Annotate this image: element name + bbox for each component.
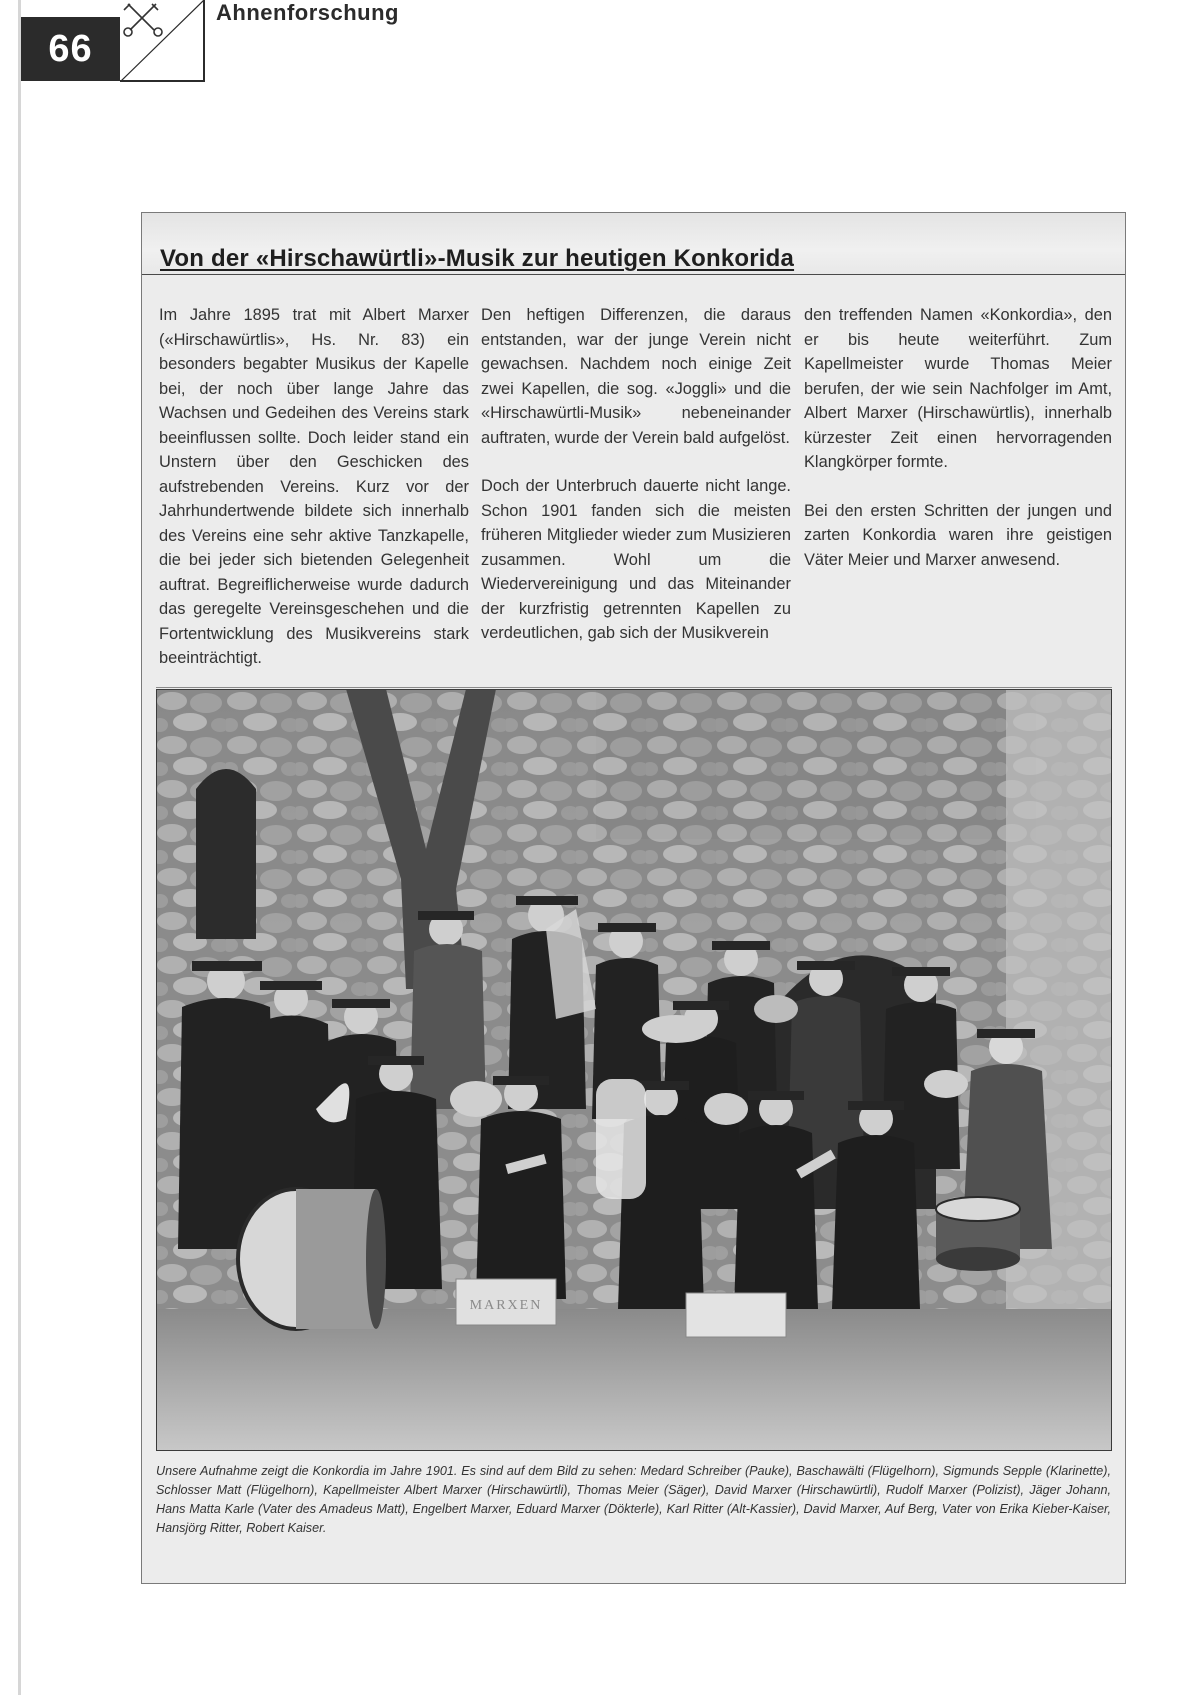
binding-edge — [18, 0, 21, 1695]
plaque-text: MARXEN — [469, 1298, 543, 1313]
page-number: 66 — [21, 17, 120, 81]
band-photo-drawing — [156, 689, 1112, 1451]
crossed-keys-emblem-icon — [120, 0, 204, 82]
title-rule — [142, 274, 1125, 275]
text-column-2 — [481, 303, 791, 670]
photo-caption: Unsere Aufnahme zeigt die Konkordia im Jahre 1901. Es sind auf dem Bild zu sehen: Medard Schreiber (Pauke), Baschawälti (Flügelhorn), Sigmunds Sepple (Klarinette), Schlosser Matt (Flügelhorn), Kapellmeister Albert Marxer (Hirschawürtli), Thomas Meier (Säger), David Marxer (Hirschawürtli), Rudolf Marxer (Polizist), Jäger Johann, Hans Matta Karle (Vater des Amadeus Matt), Engelbert Marxer, Eduard Marxer (Dökterle), Karl Ritter (Alt-Kassier), David Marxer, Auf Berg, Vater von Erika Kieber-Kaiser, Hansjörg Ritter, Robert Kaiser. — [156, 1464, 1111, 1535]
header-rule-vertical — [203, 0, 205, 82]
paragraph: Doch der Unterbruch dauerte nicht lange. Schon 1901 fanden sich die meisten früheren Mitglieder wieder zum Musizieren zusammen. Wohl um die Wiedervereinigung und das Miteinander der kurzfristig getrennten Kapellen zu verdeutlichen, gab sich der Musikverein — [481, 477, 791, 642]
article-box — [141, 212, 1126, 1584]
paragraph: Den heftigen Differenzen, die daraus entstanden, war der junge Verein nicht gewachsen. Nachdem noch einige Zeit zwei Kapellen, die sog. «Joggli» und die «Hirschawürtli-Musik» nebeneinander auftraten, wurde der Verein bald aufgelöst. — [481, 306, 791, 447]
header-rule-horizontal — [120, 80, 205, 82]
paragraph: Bei den ersten Schritten der jungen und zarten Konkordia waren ihre geistigen Väter Meier und Marxer anwesend. — [804, 501, 1112, 569]
paragraph: den treffenden Namen «Konkordia», den er bis heute weiterführt. Zum Kapellmeister wurde Thomas Meier berufen, der wie sein Nachfolger im Amt, Albert Marxer (Hirschawürtlis), innerhalb kürzester Zeit einen hervorragenden Klangkörper formte. — [804, 306, 1112, 471]
band-photo — [156, 689, 1112, 1451]
section-title: Ahnenforschung — [216, 2, 399, 25]
photo-top-rule — [156, 687, 1112, 688]
text-column-3 — [804, 303, 1112, 596]
paragraph: Im Jahre 1895 trat mit Albert Marxer («Hirschawürtlis», Hs. Nr. 83) ein besonders begabter Musikus der Kapelle bei, der noch über lange Jahre das Wachsen und Gedeihen des Vereins stark beeinflussen sollte. Doch leider stand ein Unstern über den Geschicken des aufstrebenden Vereins. Kurz vor der Jahrhundertwende bildete sich innerhalb des Vereins eine sehr aktive Tanzkapelle, die bei jeder sich bietenden Gelegenheit auftrat. Begreiflicherweise wurde dadurch das geregelte Vereinsgeschehen und die Fortentwicklung des Musikvereins stark beeinträchtigt. — [159, 306, 469, 667]
article-title: Von der «Hirschawürtli»-Musik zur heutigen Konkorida — [160, 245, 795, 272]
text-column-1 — [159, 303, 469, 695]
